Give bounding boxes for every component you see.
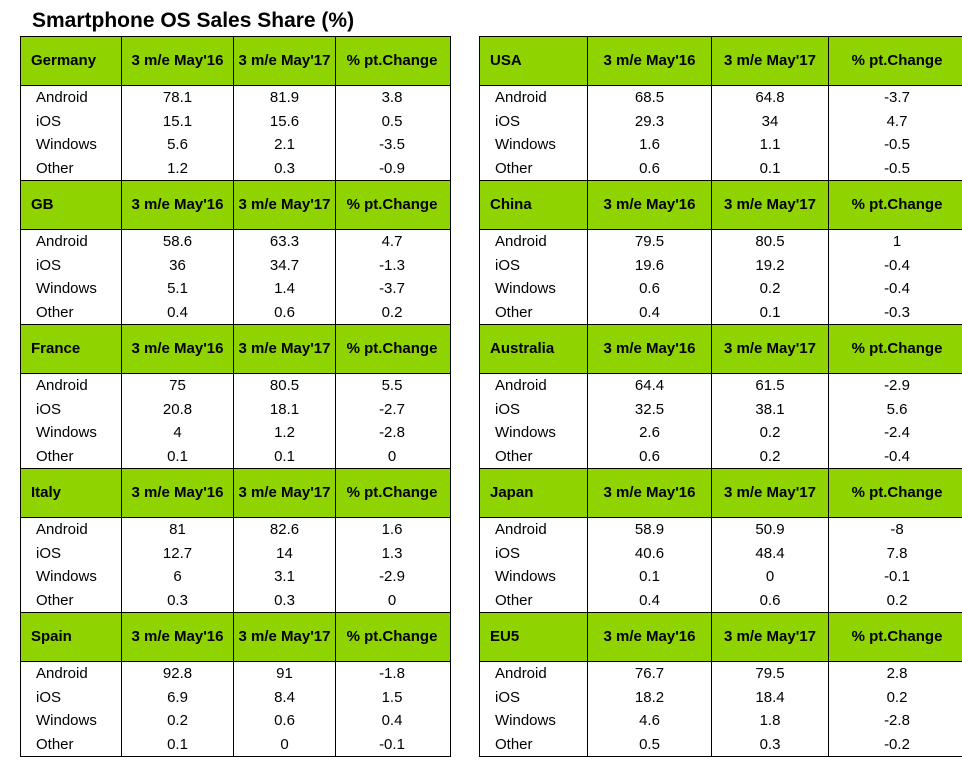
column-header-pt-change: % pt. Change <box>335 325 448 373</box>
value-cell-may-16: 2.6 <box>587 421 711 445</box>
value-cell-pt-change: -0.1 <box>828 565 962 589</box>
os-name-cell: Windows <box>495 712 556 730</box>
value-cell-may-16: 78.1 <box>121 86 233 110</box>
value-cell-may-16: 0.3 <box>121 589 233 613</box>
region-name: Spain <box>31 628 72 645</box>
column-header-may-17: 3 m/e May '17 <box>233 613 335 661</box>
value-cell-may-17: 0 <box>233 733 335 757</box>
value-cell-may-17: 79.5 <box>711 662 828 686</box>
value-cell-pt-change: 0.2 <box>335 301 448 325</box>
value-cell-may-16: 58.6 <box>121 230 233 254</box>
value-cell-may-16: 0.5 <box>587 733 711 757</box>
value-cell-may-16: 36 <box>121 254 233 278</box>
value-cell-pt-change: -3.7 <box>335 277 448 301</box>
value-cell-may-16: 0.4 <box>587 301 711 325</box>
column-header-may-16: 3 m/e May '16 <box>121 613 233 661</box>
value-cell-may-17: 0.2 <box>711 445 828 469</box>
value-cell-pt-change: -2.9 <box>828 374 962 398</box>
table-row <box>21 565 450 589</box>
table-row <box>21 542 450 566</box>
value-cell-pt-change: 1.6 <box>335 518 448 542</box>
os-name-cell: iOS <box>36 400 62 418</box>
value-cell-may-17: 61.5 <box>711 374 828 398</box>
value-cell-may-16: 0.4 <box>121 301 233 325</box>
column-header-pt-change: % pt. Change <box>828 181 962 229</box>
region-header <box>480 36 962 86</box>
chart-title: Smartphone OS Sales Share (%) <box>32 9 355 32</box>
value-cell-may-17: 0.3 <box>711 733 828 757</box>
value-cell-may-17: 50.9 <box>711 518 828 542</box>
column-header-pt-change: % pt. Change <box>335 469 448 517</box>
region-header <box>480 324 962 374</box>
column-header-may-16: 3 m/e May '16 <box>587 325 711 373</box>
value-cell-pt-change: -0.5 <box>828 157 962 181</box>
value-cell-may-16: 12.7 <box>121 542 233 566</box>
left-table-column <box>20 36 451 757</box>
os-name-cell: Windows <box>36 136 97 154</box>
table-row <box>480 733 962 757</box>
value-cell-may-17: 2.1 <box>233 133 335 157</box>
value-cell-may-17: 0.3 <box>233 589 335 613</box>
value-cell-may-16: 0.1 <box>587 565 711 589</box>
column-header-may-16: 3 m/e May '16 <box>121 325 233 373</box>
value-cell-may-17: 1.2 <box>233 421 335 445</box>
table-row <box>480 589 962 613</box>
table-row <box>480 445 962 469</box>
column-header-pt-change: % pt. Change <box>828 37 962 85</box>
value-cell-may-16: 6.9 <box>121 686 233 710</box>
value-cell-may-17: 0.6 <box>711 589 828 613</box>
region-name: GB <box>31 196 54 213</box>
value-cell-pt-change: 4.7 <box>335 230 448 254</box>
table-row <box>21 589 450 613</box>
os-name-cell: Android <box>495 233 547 251</box>
value-cell-may-17: 0.1 <box>711 301 828 325</box>
table-row <box>21 686 450 710</box>
value-cell-pt-change: -0.3 <box>828 301 962 325</box>
value-cell-may-16: 76.7 <box>587 662 711 686</box>
region-name: EU5 <box>490 628 520 645</box>
value-cell-pt-change: 1.3 <box>335 542 448 566</box>
os-name-cell: iOS <box>36 544 62 562</box>
table-row <box>480 565 962 589</box>
value-cell-may-17: 64.8 <box>711 86 828 110</box>
region-header <box>21 612 450 662</box>
value-cell-pt-change: -0.4 <box>828 445 962 469</box>
value-cell-may-16: 32.5 <box>587 398 711 422</box>
os-name-cell: Windows <box>495 424 556 442</box>
column-header-may-16: 3 m/e May '16 <box>587 469 711 517</box>
region-header <box>21 324 450 374</box>
table-row <box>21 398 450 422</box>
value-cell-may-16: 0.6 <box>587 157 711 181</box>
column-header-may-16: 3 m/e May '16 <box>587 37 711 85</box>
table-row <box>480 110 962 134</box>
value-cell-may-17: 1.8 <box>711 709 828 733</box>
column-header-may-16: 3 m/e May '16 <box>121 469 233 517</box>
value-cell-may-17: 48.4 <box>711 542 828 566</box>
table-row <box>21 133 450 157</box>
value-cell-may-17: 1.4 <box>233 277 335 301</box>
os-name-cell: Android <box>36 377 88 395</box>
value-cell-may-16: 0.6 <box>587 277 711 301</box>
table-row <box>21 86 450 110</box>
region-block-japan <box>480 468 962 612</box>
column-header-may-17: 3 m/e May '17 <box>711 469 828 517</box>
os-name-cell: Other <box>36 303 74 321</box>
value-cell-may-17: 19.2 <box>711 254 828 278</box>
os-name-cell: Windows <box>36 280 97 298</box>
os-name-cell: Android <box>495 89 547 107</box>
os-name-cell: Android <box>36 521 88 539</box>
table-row <box>21 110 450 134</box>
region-name: Italy <box>31 484 62 501</box>
table-row <box>21 662 450 686</box>
value-cell-may-17: 80.5 <box>711 230 828 254</box>
region-block-china <box>480 180 962 324</box>
value-cell-may-16: 0.2 <box>121 709 233 733</box>
value-cell-may-17: 80.5 <box>233 374 335 398</box>
column-header-pt-change: % pt. Change <box>335 613 448 661</box>
value-cell-may-17: 0.3 <box>233 157 335 181</box>
value-cell-pt-change: 0.5 <box>335 110 448 134</box>
os-name-cell: iOS <box>495 400 521 418</box>
column-header-pt-change: % pt. Change <box>828 469 962 517</box>
value-cell-may-16: 0.4 <box>587 589 711 613</box>
value-cell-pt-change: 1.5 <box>335 686 448 710</box>
value-cell-may-17: 81.9 <box>233 86 335 110</box>
value-cell-may-17: 8.4 <box>233 686 335 710</box>
os-name-cell: Android <box>495 521 547 539</box>
value-cell-may-16: 5.1 <box>121 277 233 301</box>
value-cell-may-16: 64.4 <box>587 374 711 398</box>
table-row <box>480 133 962 157</box>
os-name-cell: Other <box>495 447 533 465</box>
region-header <box>21 36 450 86</box>
value-cell-pt-change: -0.4 <box>828 277 962 301</box>
region-name: Australia <box>490 340 555 357</box>
value-cell-pt-change: -1.8 <box>335 662 448 686</box>
table-row <box>480 398 962 422</box>
value-cell-pt-change: 0 <box>335 445 448 469</box>
table-row <box>480 230 962 254</box>
table-row <box>21 301 450 325</box>
table-row <box>21 421 450 445</box>
table-row <box>480 421 962 445</box>
value-cell-may-17: 0.2 <box>711 421 828 445</box>
value-cell-may-16: 0.1 <box>121 445 233 469</box>
value-cell-pt-change: 0 <box>335 589 448 613</box>
column-header-may-17: 3 m/e May '17 <box>233 325 335 373</box>
table-row <box>21 157 450 181</box>
value-cell-pt-change: 0.4 <box>335 709 448 733</box>
table-row <box>480 157 962 181</box>
value-cell-may-17: 18.4 <box>711 686 828 710</box>
value-cell-pt-change: -2.9 <box>335 565 448 589</box>
os-name-cell: Windows <box>36 568 97 586</box>
column-header-may-16: 3 m/e May '16 <box>121 181 233 229</box>
value-cell-pt-change: -2.8 <box>828 709 962 733</box>
value-cell-may-16: 19.6 <box>587 254 711 278</box>
region-name: Germany <box>31 52 97 69</box>
value-cell-pt-change: 3.8 <box>335 86 448 110</box>
region-block-australia <box>480 324 962 468</box>
column-header-pt-change: % pt. Change <box>828 613 962 661</box>
os-name-cell: Android <box>36 665 88 683</box>
value-cell-pt-change: 4.7 <box>828 110 962 134</box>
region-block-germany <box>21 36 450 180</box>
os-name-cell: iOS <box>495 112 521 130</box>
value-cell-pt-change: 0.2 <box>828 589 962 613</box>
region-header <box>21 180 450 230</box>
value-cell-pt-change: 2.8 <box>828 662 962 686</box>
value-cell-pt-change: -3.5 <box>335 133 448 157</box>
table-row <box>480 542 962 566</box>
value-cell-may-16: 81 <box>121 518 233 542</box>
value-cell-may-16: 92.8 <box>121 662 233 686</box>
region-name: Japan <box>490 484 534 501</box>
value-cell-pt-change: 5.6 <box>828 398 962 422</box>
table-row <box>21 709 450 733</box>
value-cell-pt-change: 7.8 <box>828 542 962 566</box>
table-row <box>21 733 450 757</box>
column-header-pt-change: % pt. Change <box>335 181 448 229</box>
value-cell-pt-change: -0.9 <box>335 157 448 181</box>
os-name-cell: iOS <box>495 688 521 706</box>
value-cell-may-17: 18.1 <box>233 398 335 422</box>
value-cell-pt-change: -0.2 <box>828 733 962 757</box>
os-name-cell: Android <box>495 377 547 395</box>
value-cell-may-16: 1.2 <box>121 157 233 181</box>
os-name-cell: Other <box>36 447 74 465</box>
value-cell-may-17: 63.3 <box>233 230 335 254</box>
os-name-cell: Other <box>36 591 74 609</box>
region-block-eu5 <box>480 612 962 756</box>
os-name-cell: Windows <box>36 712 97 730</box>
value-cell-may-16: 68.5 <box>587 86 711 110</box>
value-cell-may-17: 3.1 <box>233 565 335 589</box>
os-name-cell: Other <box>495 159 533 177</box>
os-name-cell: iOS <box>36 112 62 130</box>
value-cell-may-17: 1.1 <box>711 133 828 157</box>
value-cell-pt-change: -3.7 <box>828 86 962 110</box>
value-cell-pt-change: 1 <box>828 230 962 254</box>
table-row <box>480 254 962 278</box>
value-cell-pt-change: -2.8 <box>335 421 448 445</box>
table-row <box>21 254 450 278</box>
os-name-cell: Other <box>495 735 533 753</box>
os-name-cell: Other <box>495 303 533 321</box>
table-row <box>480 374 962 398</box>
table-row <box>480 686 962 710</box>
os-name-cell: Windows <box>495 280 556 298</box>
table-row <box>21 445 450 469</box>
table-row <box>480 277 962 301</box>
value-cell-may-17: 15.6 <box>233 110 335 134</box>
value-cell-may-17: 0.6 <box>233 301 335 325</box>
column-header-may-17: 3 m/e May '17 <box>711 181 828 229</box>
column-header-may-17: 3 m/e May '17 <box>233 37 335 85</box>
os-name-cell: Android <box>495 665 547 683</box>
region-name: USA <box>490 52 522 69</box>
column-header-may-16: 3 m/e May '16 <box>587 613 711 661</box>
value-cell-pt-change: -0.4 <box>828 254 962 278</box>
os-name-cell: Other <box>495 591 533 609</box>
value-cell-may-16: 4 <box>121 421 233 445</box>
os-name-cell: Windows <box>495 136 556 154</box>
column-header-pt-change: % pt. Change <box>828 325 962 373</box>
region-header <box>480 468 962 518</box>
value-cell-may-17: 34 <box>711 110 828 134</box>
column-header-pt-change: % pt. Change <box>335 37 448 85</box>
value-cell-may-16: 6 <box>121 565 233 589</box>
value-cell-may-16: 58.9 <box>587 518 711 542</box>
value-cell-pt-change: -1.3 <box>335 254 448 278</box>
value-cell-may-16: 0.1 <box>121 733 233 757</box>
value-cell-may-17: 0.1 <box>233 445 335 469</box>
table-row <box>21 230 450 254</box>
value-cell-pt-change: -0.1 <box>335 733 448 757</box>
column-header-may-16: 3 m/e May '16 <box>121 37 233 85</box>
os-name-cell: Other <box>36 159 74 177</box>
value-cell-pt-change: 0.2 <box>828 686 962 710</box>
region-name: France <box>31 340 81 357</box>
os-name-cell: Other <box>36 735 74 753</box>
value-cell-pt-change: -2.4 <box>828 421 962 445</box>
value-cell-may-16: 79.5 <box>587 230 711 254</box>
right-table-column <box>479 36 962 757</box>
value-cell-pt-change: -0.5 <box>828 133 962 157</box>
value-cell-pt-change: -2.7 <box>335 398 448 422</box>
column-header-may-17: 3 m/e May '17 <box>233 469 335 517</box>
value-cell-may-17: 0.1 <box>711 157 828 181</box>
os-name-cell: iOS <box>495 256 521 274</box>
value-cell-may-16: 20.8 <box>121 398 233 422</box>
column-header-may-16: 3 m/e May '16 <box>587 181 711 229</box>
value-cell-may-16: 5.6 <box>121 133 233 157</box>
os-name-cell: iOS <box>36 688 62 706</box>
value-cell-may-16: 29.3 <box>587 110 711 134</box>
region-header <box>480 180 962 230</box>
os-name-cell: Windows <box>36 424 97 442</box>
value-cell-may-17: 38.1 <box>711 398 828 422</box>
value-cell-may-16: 75 <box>121 374 233 398</box>
value-cell-pt-change: 5.5 <box>335 374 448 398</box>
table-row <box>480 86 962 110</box>
value-cell-may-17: 34.7 <box>233 254 335 278</box>
value-cell-may-16: 0.6 <box>587 445 711 469</box>
column-header-may-17: 3 m/e May '17 <box>711 613 828 661</box>
column-header-may-17: 3 m/e May '17 <box>711 37 828 85</box>
region-header <box>480 612 962 662</box>
region-block-gb <box>21 180 450 324</box>
table-row <box>21 374 450 398</box>
value-cell-may-16: 40.6 <box>587 542 711 566</box>
table-row <box>480 301 962 325</box>
column-header-may-17: 3 m/e May '17 <box>711 325 828 373</box>
table-row <box>21 277 450 301</box>
value-cell-may-17: 0.2 <box>711 277 828 301</box>
os-name-cell: iOS <box>495 544 521 562</box>
value-cell-may-17: 0 <box>711 565 828 589</box>
os-name-cell: Android <box>36 89 88 107</box>
value-cell-may-17: 0.6 <box>233 709 335 733</box>
column-header-may-17: 3 m/e May '17 <box>233 181 335 229</box>
table-row <box>21 518 450 542</box>
region-block-spain <box>21 612 450 756</box>
os-name-cell: iOS <box>36 256 62 274</box>
os-name-cell: Android <box>36 233 88 251</box>
value-cell-may-16: 4.6 <box>587 709 711 733</box>
value-cell-pt-change: -8 <box>828 518 962 542</box>
region-block-france <box>21 324 450 468</box>
region-name: China <box>490 196 532 213</box>
region-block-italy <box>21 468 450 612</box>
value-cell-may-17: 82.6 <box>233 518 335 542</box>
value-cell-may-16: 1.6 <box>587 133 711 157</box>
value-cell-may-16: 15.1 <box>121 110 233 134</box>
value-cell-may-17: 91 <box>233 662 335 686</box>
region-block-usa <box>480 36 962 180</box>
table-row <box>480 518 962 542</box>
table-row <box>480 709 962 733</box>
table-row <box>480 662 962 686</box>
value-cell-may-17: 14 <box>233 542 335 566</box>
os-name-cell: Windows <box>495 568 556 586</box>
value-cell-may-16: 18.2 <box>587 686 711 710</box>
region-header <box>21 468 450 518</box>
